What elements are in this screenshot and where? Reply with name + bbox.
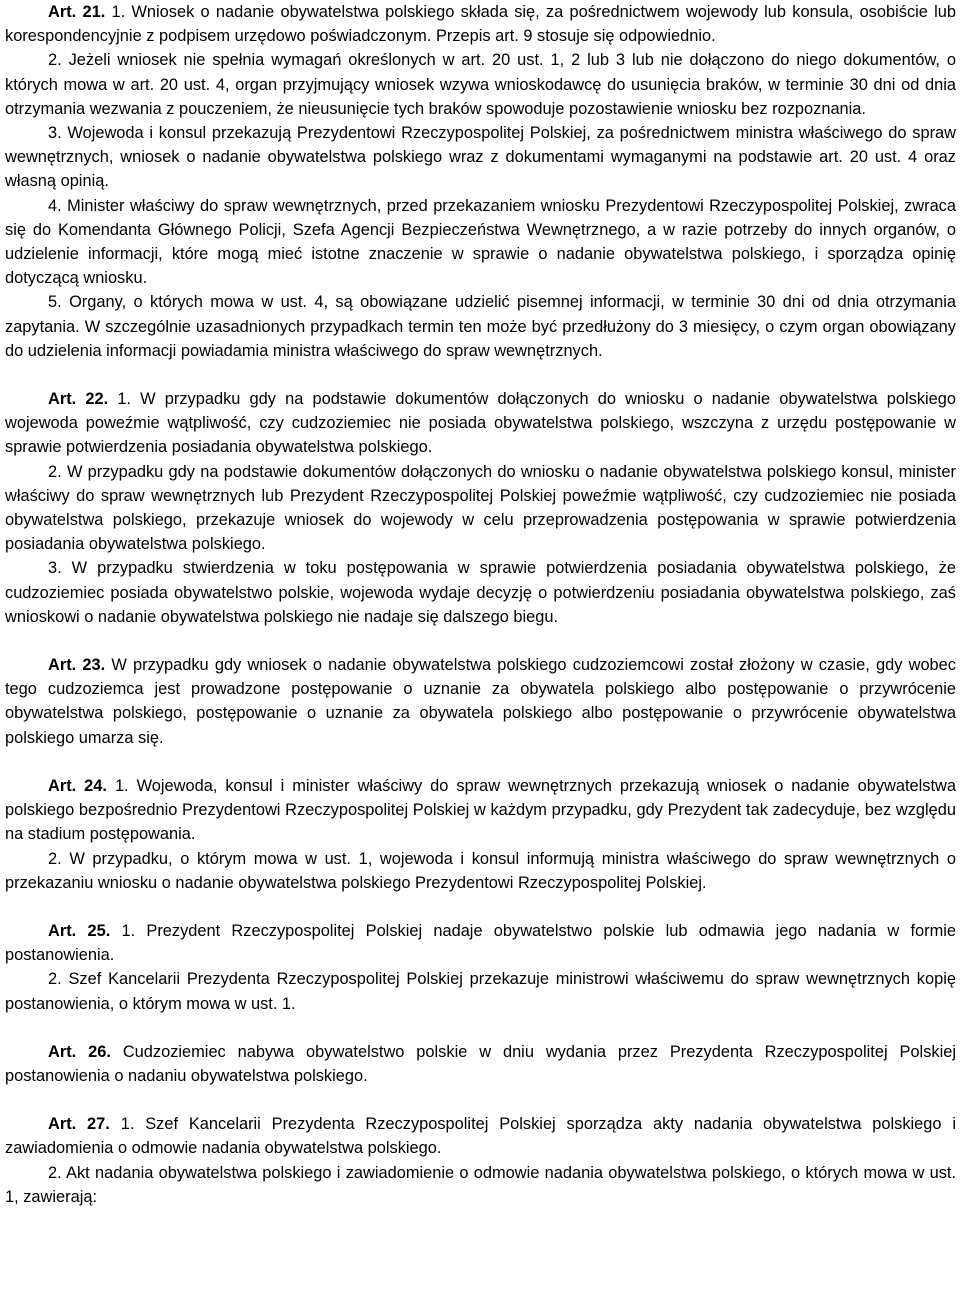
article-26 [5,1040,956,1088]
paragraph-text: Organy, o których mowa w ust. 4, są obowiązane udzielić pisemnej informacji, w terminie 30 dni od dnia otrzymania zapytania. W szczególnie uzasadnionych przypadkach termin ten może być przedłużony do 3 miesięcy, o czym organ obowiązany do udzielenia informacji powiadamia ministra właściwego do spraw wewnętrznych. [5,293,956,360]
article-23 [5,653,956,750]
paragraph-text: W przypadku gdy na podstawie dokumentów dołączonych do wniosku o nadanie obywatelstwa polskiego wojewoda poweźmie wątpliwość, czy cudzoziemiec nie posiada obywatelstwa polskiego, wszczyna z urzędu postępowanie w sprawie potwierdzenia posiadania obywatelstwa polskiego. [5,390,956,457]
paragraph-number: 1. [114,776,129,795]
paragraph-text: Prezydent Rzeczypospolitej Polskiej nadaje obywatelstwo polskie lub odmawia jego nadania w formie postanowienia. [5,921,956,965]
paragraph-text: Szef Kancelarii Prezydenta Rzeczypospolitej Polskiej przekazuje ministrowi właściwemu do spraw wewnętrznych kopię postanowienia, o którym mowa w ust. 1. [5,970,956,1013]
paragraph-number: 2. [48,1163,62,1182]
paragraph [5,847,956,895]
paragraph-number: 2. [48,970,62,989]
paragraph [5,774,956,847]
paragraph [5,556,956,629]
paragraph-number: 1. [117,390,131,409]
paragraph-text: Minister właściwy do spraw wewnętrznych, przed przekazaniem wniosku Prezydentowi Rzeczypospolitej Polskiej, zwraca się do Komendanta Głównego Policji, Szefa Agencji Bezpieczeństwa Wewnętrznego, a w razie potrzeby do innych organów, o udzielenie informacji, które mogą mieć istotne znaczenie w sprawie o nadanie obywatelstwa polskiego, i sporządza opinię dotyczącą wniosku. [5,196,956,288]
paragraph [5,967,956,1015]
article-label: Art. 27. [48,1115,110,1134]
paragraph-text: Cudzoziemiec nabywa obywatelstwo polskie w dniu wydania przez Prezydenta Rzeczypospolitej Polskiej postanowienia o nadaniu obywatelstwa polskiego. [5,1042,956,1085]
paragraph [5,460,956,557]
paragraph-text: Szef Kancelarii Prezydenta Rzeczypospolitej Polskiej sporządza akty nadania obywatelstwa polskiego i zawiadomienia o odmowie nadania obywatelstwa polskiego. [5,1115,956,1158]
paragraph-number: 2. [48,51,62,70]
paragraph [5,1112,956,1160]
article-24 [5,774,956,895]
paragraph [5,194,956,291]
article-label: Art. 26. [48,1042,111,1061]
paragraph [5,48,956,121]
article-21 [5,0,956,363]
paragraph-number: 1. [120,1115,135,1134]
paragraph-text: W przypadku, o którym mowa w ust. 1, wojewoda i konsul informują ministra właściwego do spraw wewnętrznych o przekazaniu wniosku o nadanie obywatelstwa polskiego Prezydentowi Rzeczypospolitej Polskiej. [5,849,956,892]
article-25 [5,919,956,1016]
paragraph-number: 3. [48,124,62,143]
paragraph [5,290,956,363]
paragraph-number: 1. [121,921,136,940]
paragraph-number: 3. [48,559,62,578]
paragraph-number: 5. [48,293,62,312]
paragraph-number: 2. [48,462,62,481]
article-label: Art. 23. [48,656,106,675]
paragraph [5,387,956,460]
paragraph [5,653,956,750]
article-27 [5,1112,956,1209]
paragraph-text: Jeżeli wniosek nie spełnia wymagań określonych w art. 20 ust. 1, 2 lub 3 lub nie dołączono do niego dokumentów, o których mowa w art. 20 ust. 4, organ przyjmujący wniosek wzywa wnioskodawcę do usunięcia braków, w terminie 30 dni od dnia otrzymania wezwania z pouczeniem, że nieusunięcie tych braków spowoduje pozostawienie wniosku bez rozpoznania. [5,51,956,118]
article-label: Art. 22. [48,390,109,409]
paragraph [5,0,956,48]
article-22 [5,387,956,629]
paragraph-number: 1. [111,3,126,21]
paragraph-text: W przypadku stwierdzenia w toku postępowania w sprawie potwierdzenia posiadania obywatelstwa polskiego, że cudzoziemiec posiada obywatelstwo polskie, wojewoda wydaje decyzję o potwierdzeniu posiadania obywatelstwa polskiego, zaś wnioskowi o nadanie obywatelstwa polskiego nie nadaje się dalszego biegu. [5,559,956,626]
article-label: Art. 24. [48,776,107,795]
paragraph-text: Akt nadania obywatelstwa polskiego i zawiadomienie o odmowie nadania obywatelstwa polskiego, o których mowa w ust. 1, zawierają: [5,1163,956,1206]
paragraph-text: W przypadku gdy na podstawie dokumentów dołączonych do wniosku o nadanie obywatelstwa polskiego konsul, minister właściwy do spraw wewnętrznych lub Prezydent Rzeczypospolitej Polskiej poweźmie wątpliwość, czy cudzoziemiec nie posiada obywatelstwa polskiego, przekazuje wniosek do wojewody w celu przeprowadzenia postępowania w sprawie potwierdzenia posiadania obywatelstwa polskiego. [5,462,956,554]
paragraph-number: 4. [48,196,62,215]
paragraph [5,1040,956,1088]
article-label: Art. 25. [48,921,111,940]
paragraph-text: W przypadku gdy wniosek o nadanie obywatelstwa polskiego cudzoziemcowi został złożony w czasie, gdy wobec tego cudzoziemca jest prowadzone postępowanie o uznanie za obywatela polskiego albo postępowanie o przywrócenie obywatelstwa polskiego, postępowanie o uznanie za obywatela polskiego albo postępowanie o przywrócenie obywatelstwa polskiego umarza się. [5,656,956,747]
article-label: Art. 21. [48,3,106,21]
paragraph [5,919,956,967]
paragraph [5,121,956,194]
paragraph-text: Wniosek o nadanie obywatelstwa polskiego składa się, za pośrednictwem wojewody lub konsula, osobiście lub korespondencyjnie z podpisem urzędowo poświadczonym. Przepis art. 9 stosuje się odpowiednio. [5,3,957,46]
paragraph-text: Wojewoda i konsul przekazują Prezydentowi Rzeczypospolitej Polskiej, za pośrednictwem ministra właściwego do spraw wewnętrznych, wniosek o nadanie obywatelstwa polskiego wraz z dokumentami wymaganymi na podstawie art. 20 ust. 4 oraz własną opinią. [5,124,956,191]
paragraph-text: Wojewoda, konsul i minister właściwy do spraw wewnętrznych przekazują wniosek o nadanie obywatelstwa polskiego bezpośrednio Prezydentowi Rzeczypospolitej Polskiej w każdym przypadku, gdy Prezydent tak zadecyduje, bez względu na stadium postępowania. [5,776,956,844]
paragraph-number: 2. [48,849,62,868]
paragraph [5,1161,956,1209]
